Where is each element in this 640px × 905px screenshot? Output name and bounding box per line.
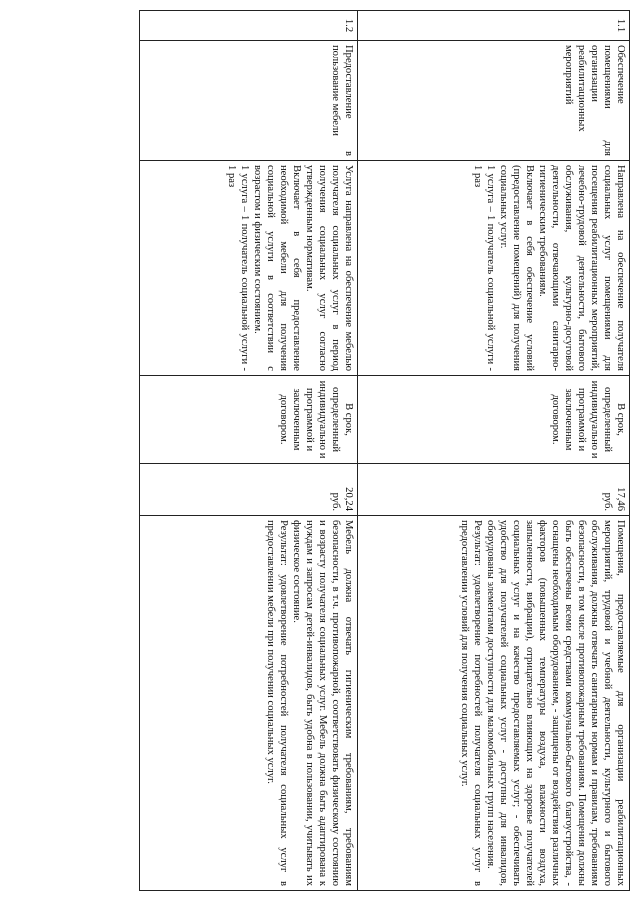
table-row xyxy=(140,11,358,891)
row-number: 1.1 xyxy=(358,11,630,41)
service-price: 17,46 руб. xyxy=(358,464,630,516)
service-term: В срок, определенный индивидуально и программой и заключенным договором. xyxy=(140,376,358,464)
service-description: Направлена на обеспечение получателя социальных услуг помещениями для посещения реабилитационных мероприятий, лечебно-трудовой деятельности, бытового обслуживания, культурно-досуговой деятельности, отвечающими санитарно-гигиеническим требованиям. Включает в себя обеспечение условий (предоставление помещений) для получения социальных услуг. 1 услуга – 1 получатель социальной услуги - 1 раз xyxy=(358,161,630,376)
service-result: Помещения, предоставляемые для организации реабилитационных мероприятий, трудовой и учебной деятельности, культурного и бытового обслуживания, должны отвечать санитарным нормам и правилам, требованиям безопасности, в том числе противопожарным требованиям. Помещения должны быть обеспечены всеми средствами коммунально-бытового благоустройства, - оснащены необходимым оборудованием, - защищены от воздействия различных факторов (повышенных температуры воздуха, влажности воздуха, запыленности, вибрации), отрицательно влияющих на здоровье получателей социальных услуг и на качество предоставляемых услуг; - обеспечивать удобство для получателей социальных услуг - доступны для инвалидов, оборудованы элементами доступности для маломобильных групп населения. Результат: удовлетворение потребностей получателя социальных услуг в предоставлении условий для получения социальных услуг. xyxy=(358,516,630,891)
service-name: Обеспечение помещениями для организации реабилитационных мероприятий xyxy=(358,41,630,161)
service-name: Предоставление в пользование мебели xyxy=(140,41,358,161)
service-price: 20,24 руб. xyxy=(140,464,358,516)
row-number: 1.2 xyxy=(140,11,358,41)
service-result: Мебель должна отвечать гигиеническим требованиям, требованиям безопасности, в т.ч. противопожарной, соответствовать физическому состоянию и возрасту получателя социальных услуг. Мебель должна быть адаптирована к нуждам и запросам детей-инвалидов, быть удобна в пользовании, учитывать их физическое состояние. Результат: удовлетворение потребностей получателя социальных услуг в предоставлении мебели при получении социальных услуг. xyxy=(140,516,358,891)
service-term: В срок, определенный индивидуально и программой и заключенным договором. xyxy=(358,376,630,464)
table-row xyxy=(358,11,630,891)
services-table xyxy=(139,10,630,891)
service-description: Услуга направлена на обеспечение мебелью получателя социальных услуг в период получения социальных услуг согласно утвержденным нормативам. Включает в себя предоставление необходимой мебели для получения социальной услуги в соответствии с возрастом и физическим состоянием. 1 услуга – 1 получатель социальной услуги - 1 раз xyxy=(140,161,358,376)
